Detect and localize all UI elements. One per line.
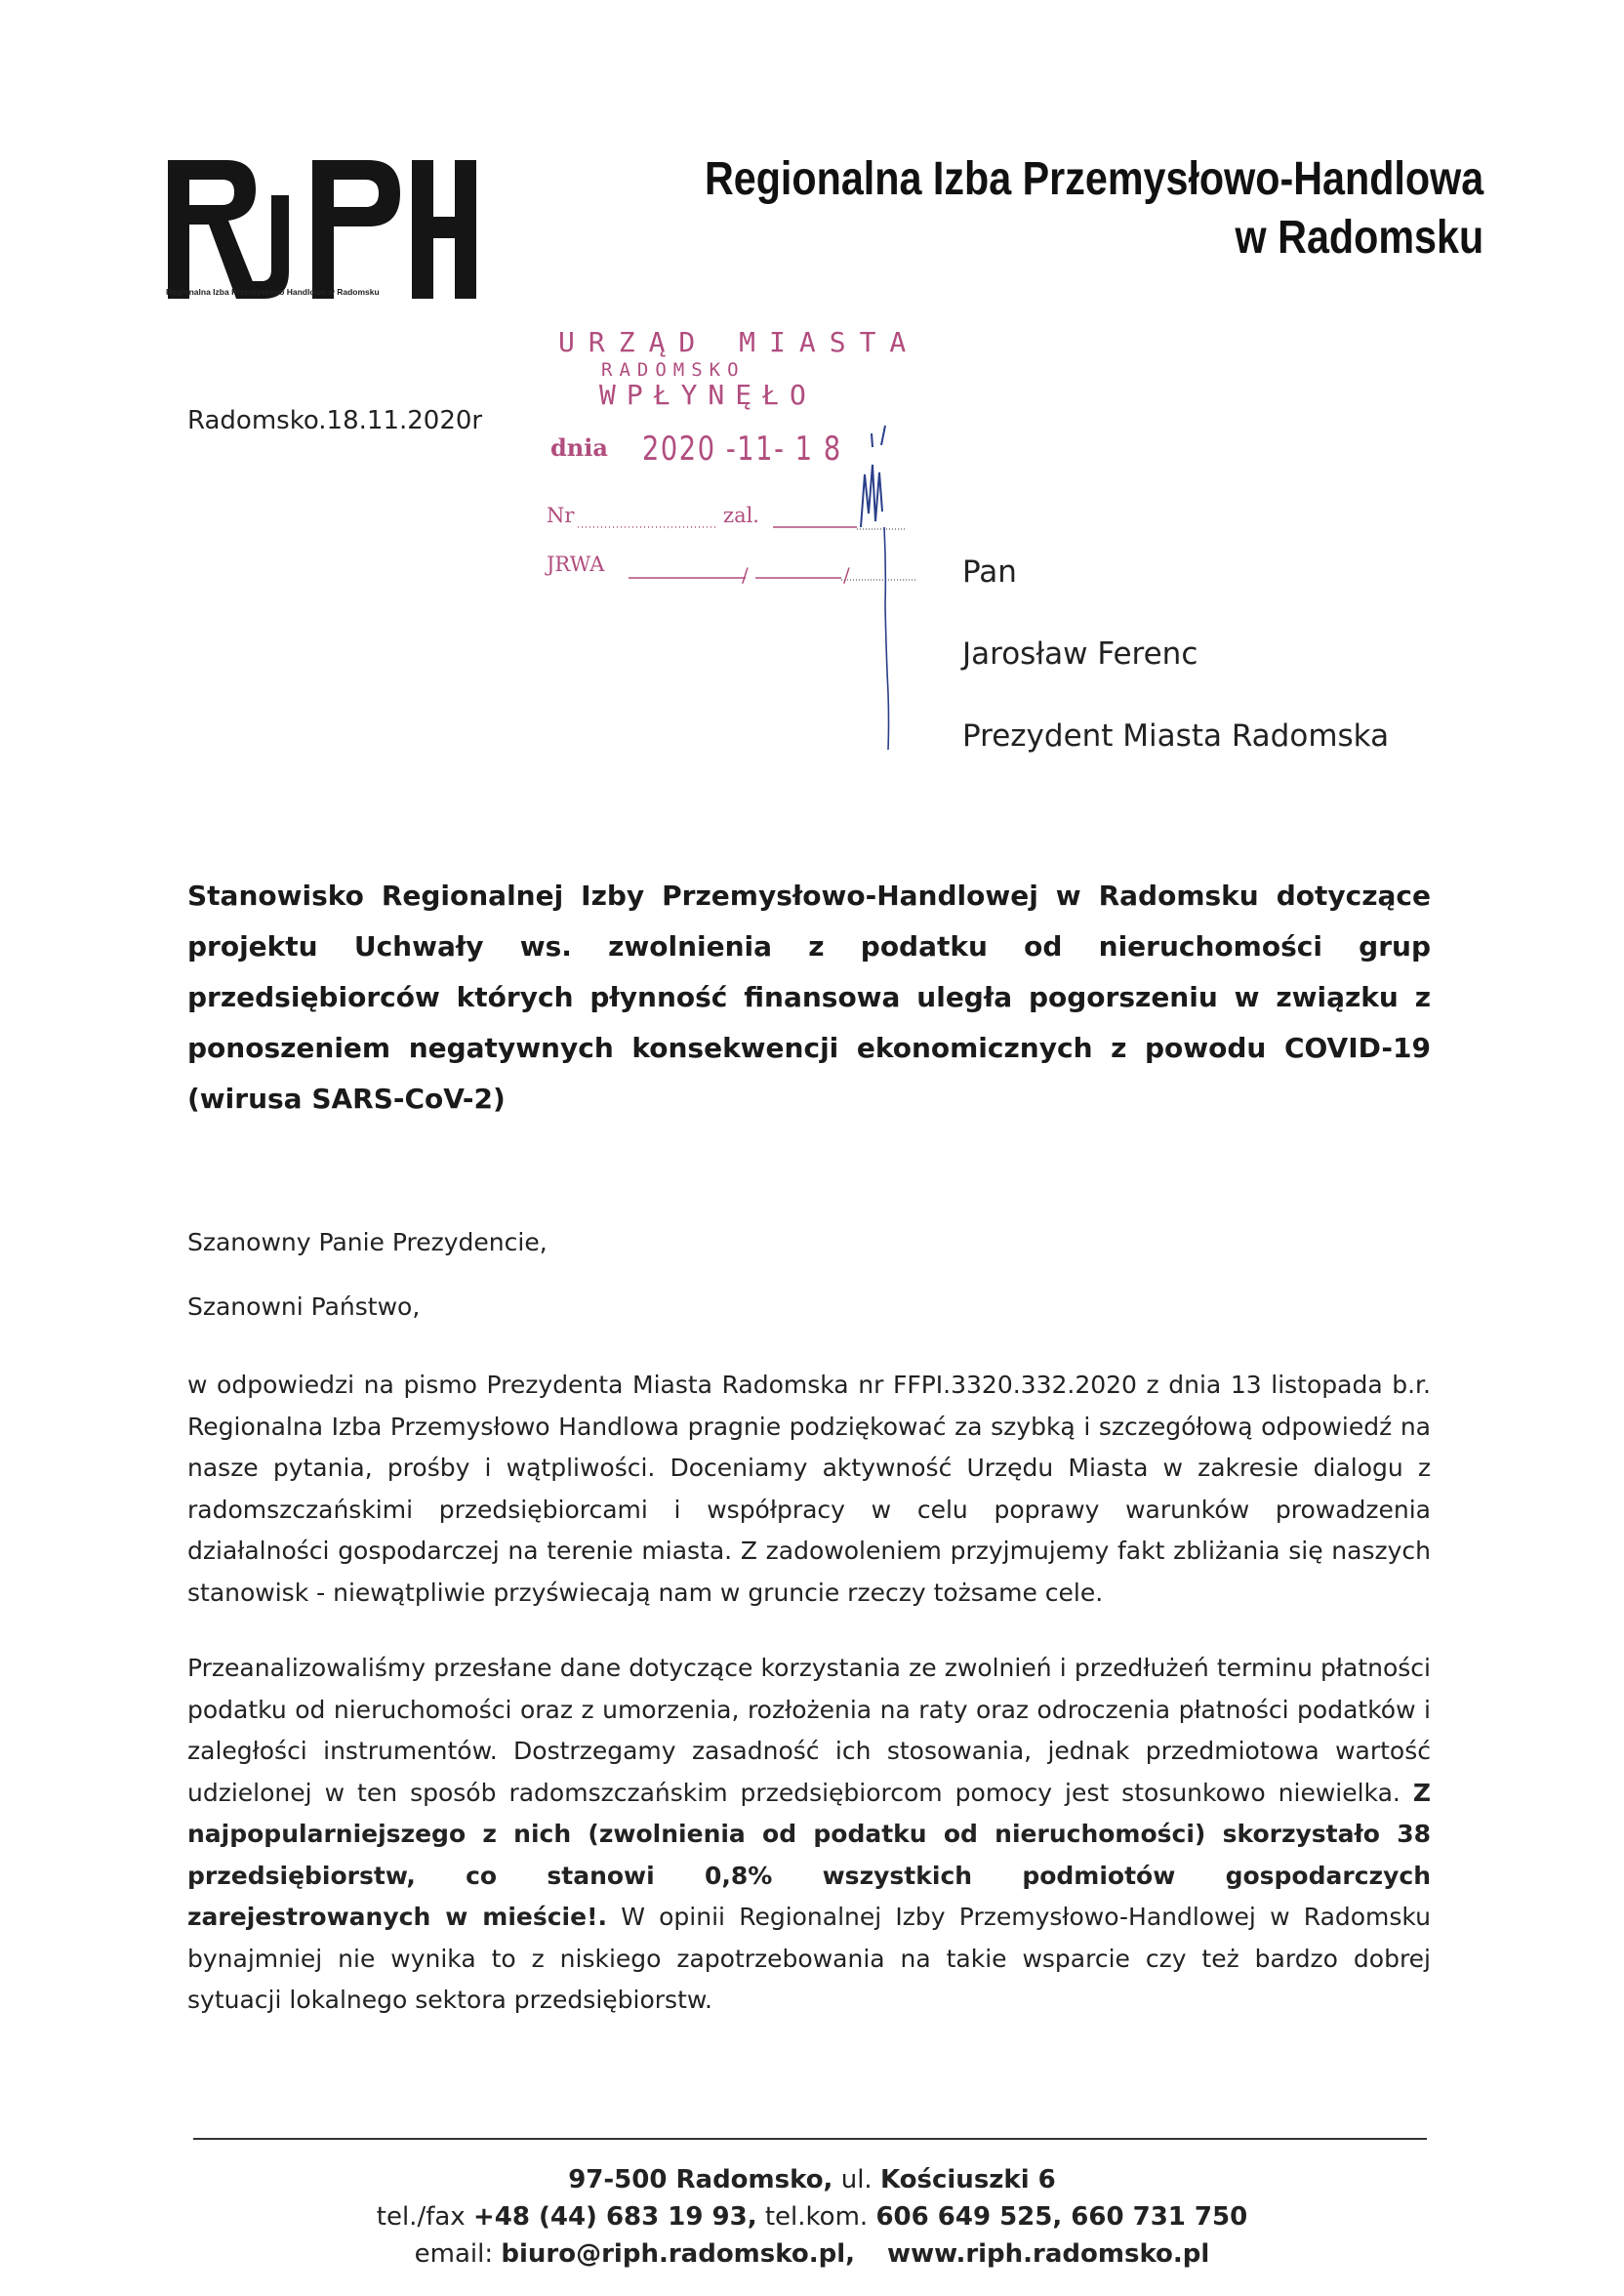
footer-website[interactable]: www.riph.radomsko.pl	[887, 2239, 1210, 2269]
footer-phones	[0, 2202, 1624, 2232]
footer-address	[0, 2165, 1624, 2194]
footer-contact	[0, 2239, 1624, 2269]
recipient-name: Jarosław Ferenc	[962, 636, 1198, 672]
stamp-number-label: Nr	[547, 504, 575, 527]
stamp-office-name: URZĄD MIASTA	[558, 326, 920, 358]
body-paragraph-1: w odpowiedzi na pismo Prezydenta Miasta Radomska nr FFPI.3320.332.2020 z dnia 13 listopada b.r. Regionalna Izba Przemysłowo Handlowa pragnie podziękować za szybką i szczegółową odpowiedź na nasze pytania, prośby i wątpliwości. Doceniamy aktywność Urzędu Miasta w zakresie dialogu z radomszczańskimi przedsiębiorcami i współpracy w celu poprawy warunków prowadzenia działalności gospodarczej na terenie miasta. Z zadowoleniem przyjmujemy fakt zbliżania się naszych stanowisk - niewątpliwie przyświecają nam w gruncie rzeczy tożsame cele.	[187, 1371, 1431, 1607]
svg-text:/: /	[742, 563, 749, 587]
stamp-jrwa-label: JRWA	[547, 553, 605, 576]
footer-street: Kościuszki 6	[879, 2165, 1056, 2194]
stamp-city: RADOMSKO	[601, 359, 746, 381]
paragraph-2-text-end: W opinii Regionalnej Izby Przemysłowo-Handlowej w Radomsku bynajmniej nie wynika to z niskiego zapotrzebowania na takie wsparcie czy też bardzo dobrej sytuacji lokalnego sektora przedsiębiorstw.	[187, 1903, 1431, 2014]
organization-name-line2: w Radomsku	[1235, 212, 1483, 264]
logo-subtitle: Regionalna Izba Przemysłowo Handlowa w Radomsku	[166, 287, 380, 297]
signature-trail	[876, 527, 900, 752]
organization-name	[705, 150, 1483, 267]
recipient-title: Prezydent Miasta Radomska	[962, 718, 1390, 754]
footer-mobile: 606 649 525, 660 731 750	[875, 2202, 1248, 2232]
paragraph-2-text: Przeanalizowaliśmy przesłane dane dotyczące korzystania ze zwolnień i przedłużeń terminu płatności podatku od nieruchomości oraz z umorzenia, rozłożenia na raty oraz odroczenia płatności podatków i zaległości instrumentów. Dostrzegamy zasadność ich stosowania, jednak przedmiotowa wartość udzielonej w ten sposób radomszczańskim przedsiębiorcom pomocy jest stosunkowo niewielka.	[187, 1654, 1431, 1807]
svg-text:/: /	[843, 563, 850, 587]
footer-email-label: email:	[414, 2239, 494, 2269]
riph-logo	[166, 156, 478, 303]
footer-street-label: ul.	[840, 2165, 873, 2194]
organization-name-line1: Regionalna Izba Przemysłowo-Handlowa	[704, 153, 1483, 205]
footer-tel: +48 (44) 683 19 93,	[472, 2202, 757, 2232]
footer-tel-label: tel./fax	[376, 2202, 466, 2232]
paragraph-2-highlight: Z najpopularniejszego z nich (zwolnienia od podatku od nieruchomości) skorzystało 38 przedsiębiorstw, co stanowi 0,8% wszystkich podmiotów gospodarczych zarejestrowanych w mieście!.	[187, 1778, 1431, 1931]
stamp-attachment-label: zal.	[723, 504, 759, 527]
letter-date: Radomsko.18.11.2020r	[187, 406, 483, 435]
stamp-date-label: dnia	[550, 433, 608, 462]
salutation-general: Szanowni Państwo,	[187, 1292, 421, 1321]
footer-mobile-label: tel.kom.	[764, 2202, 869, 2232]
footer-email[interactable]: biuro@riph.radomsko.pl,	[501, 2239, 855, 2269]
footer-divider	[193, 2138, 1427, 2140]
stamp-date-value: 2020 -11- 1 8	[642, 430, 842, 469]
recipient-salutation: Pan	[962, 554, 1017, 590]
body-paragraph-2	[187, 1648, 1431, 2022]
salutation-president: Szanowny Panie Prezydencie,	[187, 1228, 548, 1256]
footer-city: 97-500 Radomsko,	[568, 2165, 833, 2194]
letter-subject: Stanowisko Regionalnej Izby Przemysłowo-Handlowej w Radomsku dotyczące projektu Uchwały ws. zwolnienia z podatku od nieruchomości grup przedsiębiorców których płynność finansowa uległa pogorszeniu w związku z ponoszeniem negatywnych konsekwencji ekonomicznych z powodu COVID-19 (wirusa SARS-CoV-2)	[187, 880, 1431, 1115]
stamp-received: WPŁYNĘŁO	[599, 379, 817, 411]
